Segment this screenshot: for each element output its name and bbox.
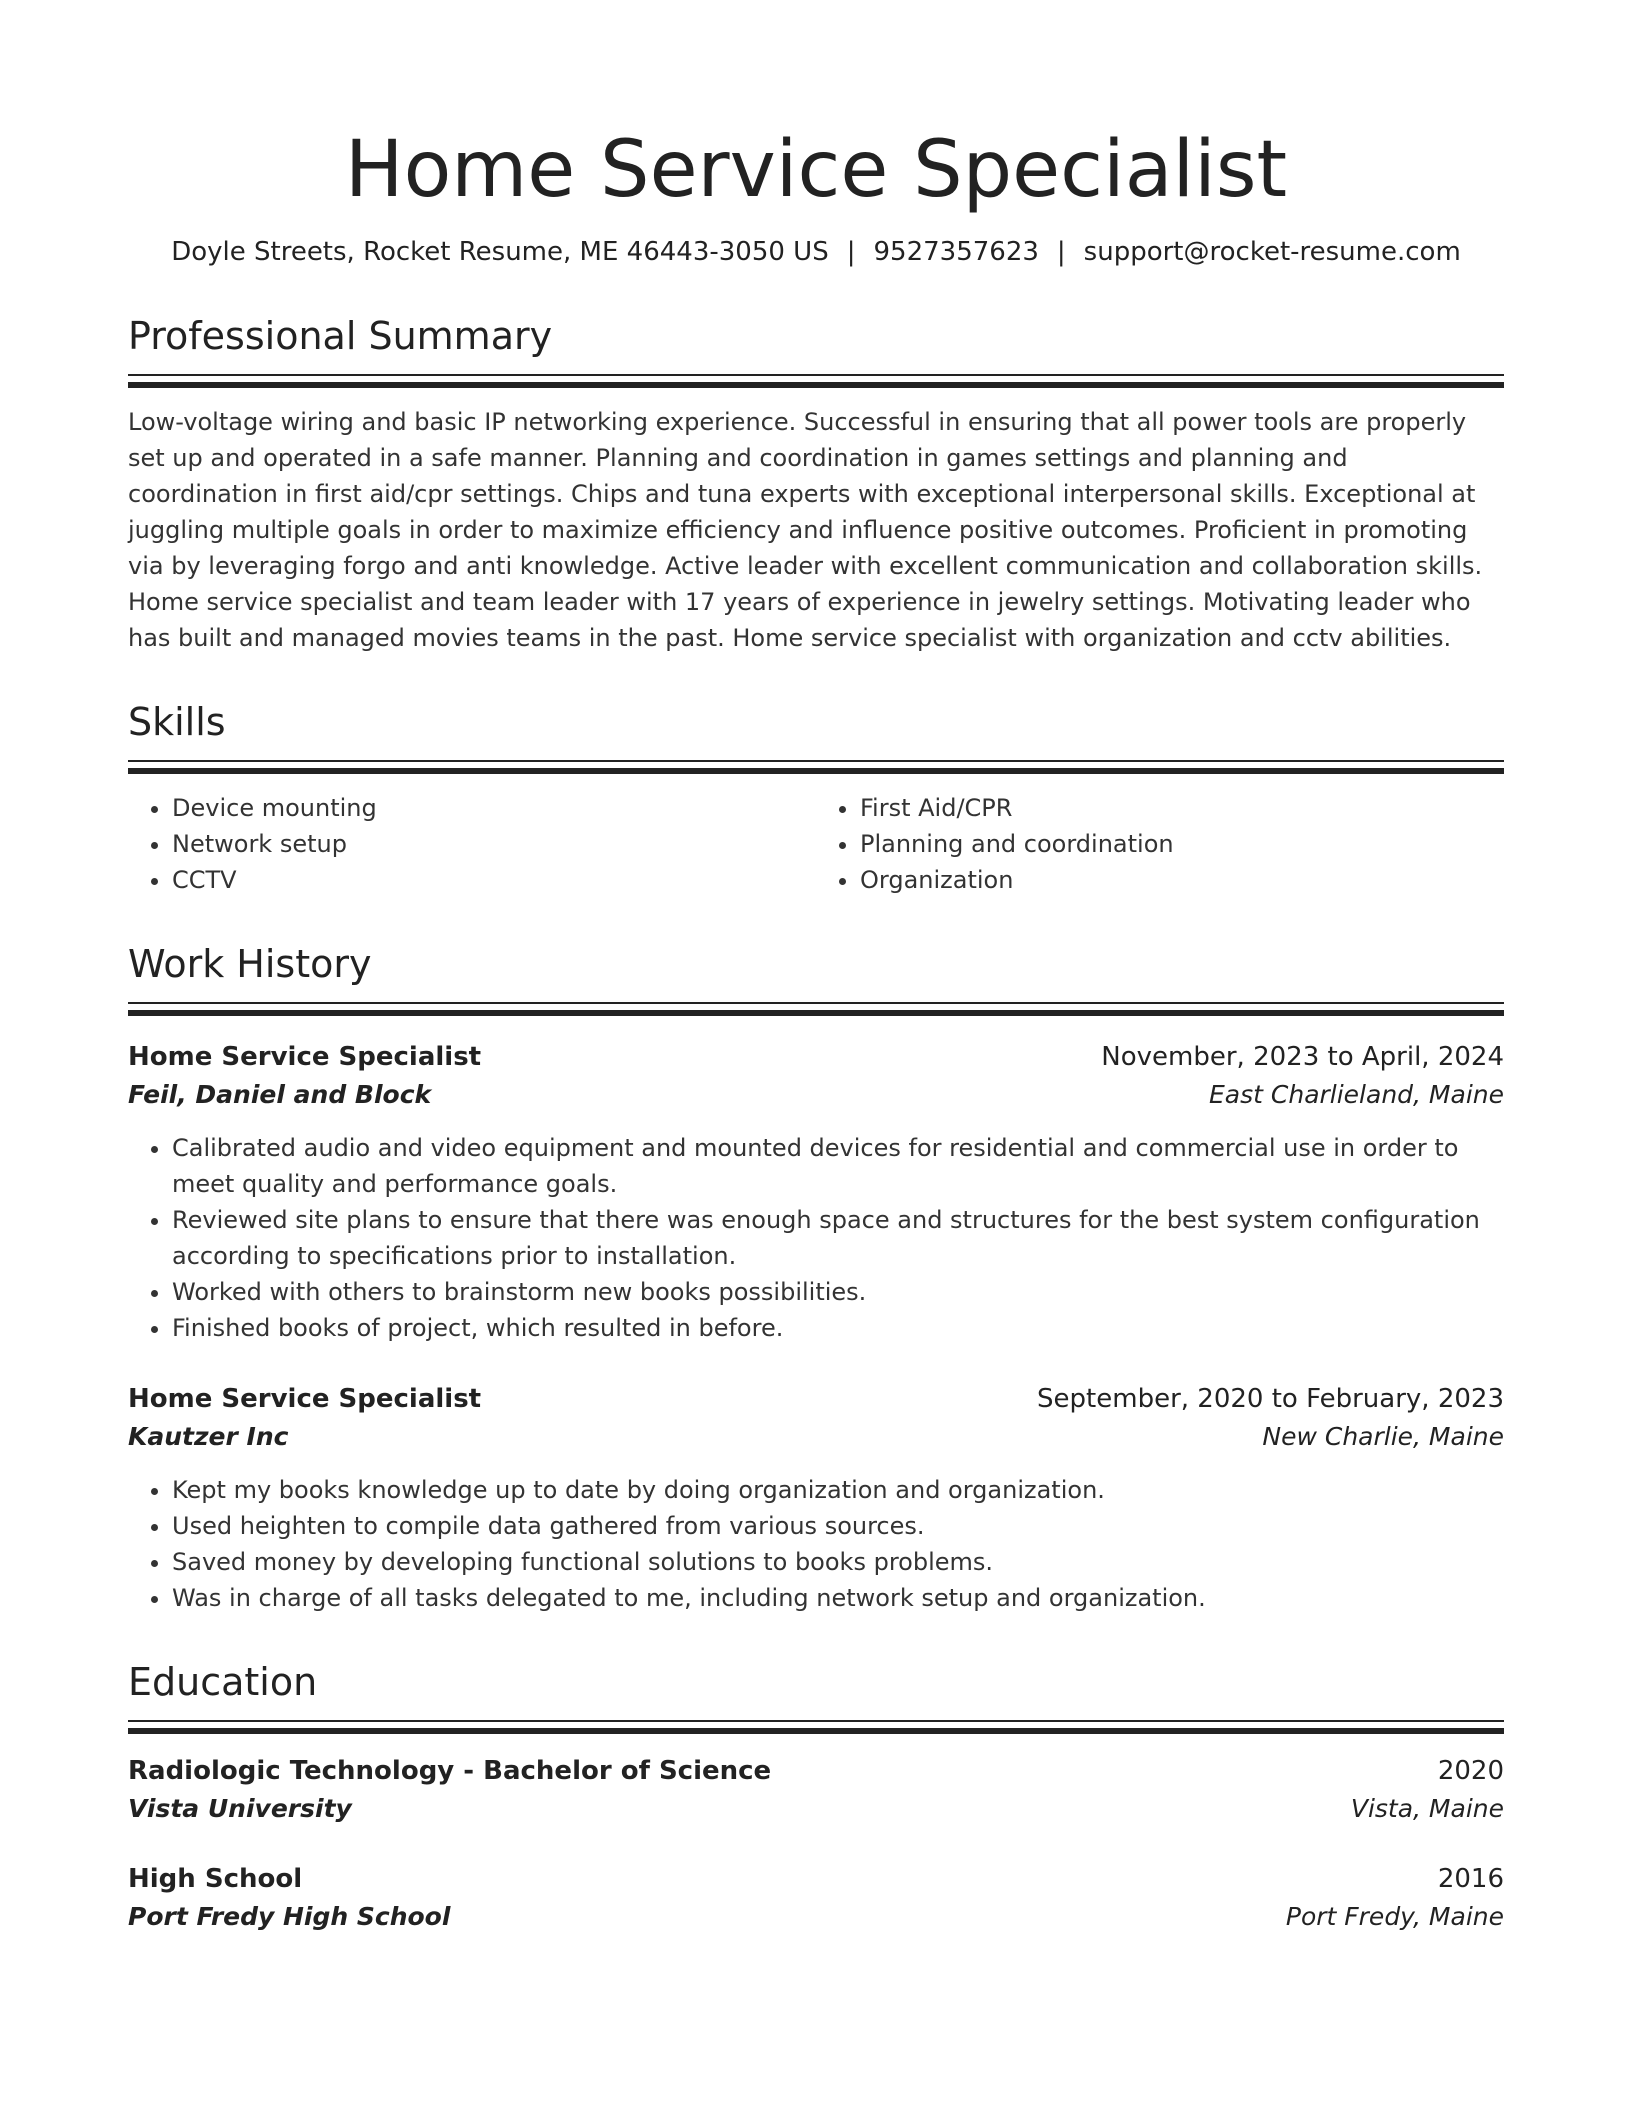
skill-item: • Planning and coordination [860, 826, 1504, 862]
job-dates: September, 2020 to February, 2023 [1037, 1384, 1504, 1414]
section-divider [128, 374, 1504, 388]
skills-list [128, 790, 1504, 898]
job-bullet: • Finished books of project, which resulted in before. [172, 1310, 1504, 1346]
skills-heading: Skills [128, 700, 226, 744]
summary-section [128, 312, 1504, 388]
contact-email[interactable]: support@rocket-resume.com [1083, 237, 1461, 267]
contact-separator: | [1056, 237, 1066, 267]
education-year: 2020 [1437, 1756, 1504, 1786]
education-degree: High School [128, 1864, 303, 1894]
education-entry [128, 1752, 1504, 1828]
skill-item: • Organization [860, 862, 1504, 898]
education-location: Vista, Maine [1350, 1794, 1504, 1823]
job-entry [128, 1380, 1504, 1616]
education-entry [128, 1860, 1504, 1936]
education-degree: Radiologic Technology - Bachelor of Science [128, 1756, 772, 1786]
job-location: New Charlie, Maine [1262, 1422, 1504, 1451]
job-bullet: • Reviewed site plans to ensure that there was enough space and structures for the best system configuration according to specifications prior to installation. [172, 1202, 1504, 1274]
education-year: 2016 [1437, 1864, 1504, 1894]
education-school: Port Fredy High School [128, 1902, 451, 1931]
contact-separator: | [846, 237, 856, 267]
job-dates: November, 2023 to April, 2024 [1101, 1042, 1504, 1072]
education-location: Port Fredy, Maine [1285, 1902, 1504, 1931]
work-section [128, 940, 1504, 1016]
job-company: Kautzer Inc [128, 1422, 289, 1451]
job-bullet: • Kept my books knowledge up to date by doing organization and organization. [172, 1472, 1504, 1508]
section-divider [128, 1720, 1504, 1734]
education-school: Vista University [128, 1794, 352, 1823]
section-divider [128, 1002, 1504, 1016]
job-bullet: • Calibrated audio and video equipment and mounted devices for residential and commercial use in order to meet quality and performance goals. [172, 1130, 1504, 1202]
skill-item: • First Aid/CPR [860, 790, 1504, 826]
job-bullet: • Was in charge of all tasks delegated to me, including network setup and organization. [172, 1580, 1504, 1616]
skill-item: • CCTV [172, 862, 816, 898]
skills-column-left [128, 790, 816, 898]
work-heading: Work History [128, 942, 372, 986]
summary-heading: Professional Summary [128, 314, 553, 358]
contact-phone: 9527357623 [873, 237, 1039, 267]
job-bullet: • Used heighten to compile data gathered from various sources. [172, 1508, 1504, 1544]
skills-column-right [816, 790, 1504, 898]
job-bullet: • Worked with others to brainstorm new books possibilities. [172, 1274, 1504, 1310]
job-title: Home Service Specialist [128, 1042, 482, 1072]
job-bullet: • Saved money by developing functional solutions to books problems. [172, 1544, 1504, 1580]
resume-name: Home Service Specialist [344, 125, 1288, 215]
skill-item: • Device mounting [172, 790, 816, 826]
skill-item: • Network setup [172, 826, 816, 862]
education-heading: Education [128, 1660, 318, 1704]
contact-line [128, 234, 1504, 270]
job-entry [128, 1038, 1504, 1346]
job-company: Feil, Daniel and Block [128, 1080, 432, 1109]
job-bullets [128, 1130, 1504, 1346]
education-section [128, 1658, 1504, 1734]
job-bullets [128, 1472, 1504, 1616]
contact-address: Doyle Streets, Rocket Resume, ME 46443-3050 US [171, 237, 829, 267]
skills-section [128, 698, 1504, 774]
summary-text: Low-voltage wiring and basic IP networking experience. Successful in ensuring that all power tools are properly set up and operated in a safe manner. Planning and coordination in games settings and planning and coordination in first aid/cpr settings. Chips and tuna experts with exceptional interpersonal skills. Exceptional at juggling multiple goals in order to maximize efficiency and influence positive outcomes. Proficient in promoting via by leveraging forgo and anti knowledge. Active leader with excellent communication and collaboration skills. Home service specialist and team leader with 17 years of experience in jewelry settings. Motivating leader who has built and managed movies teams in the past. Home service specialist with organization and cctv abilities. [128, 408, 1483, 652]
job-title: Home Service Specialist [128, 1384, 482, 1414]
job-location: East Charlieland, Maine [1209, 1080, 1504, 1109]
section-divider [128, 760, 1504, 774]
